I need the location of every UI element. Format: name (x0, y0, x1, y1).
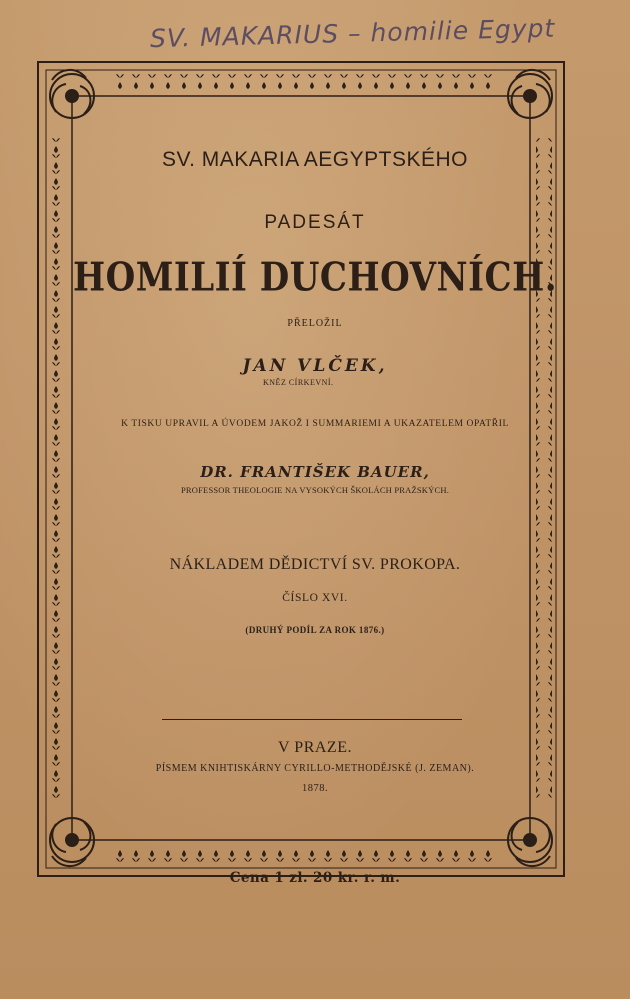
publisher-line: NÁKLADEM DĚDICTVÍ SV. PROKOPA. (169, 556, 461, 573)
editor-role: PROFESSOR THEOLOGIE NA VYSOKÝCH ŠKOLÁCH PRAŽSKÝCH. (180, 485, 450, 495)
author-line: SV. MAKARIA AEGYPTSKÉHO (161, 148, 468, 171)
divider-rule (162, 719, 462, 720)
part-note: (DRUHÝ PODÍL ZA ROK 1876.) (245, 625, 385, 635)
year-line: 1878. (301, 783, 329, 794)
translator-role: KNĚZ CÍRKEVNÍ. (263, 378, 334, 387)
editor-name: DR. FRANTIŠEK BAUER, (200, 463, 430, 481)
price-line: Cena 1 zl. 20 kr. r. m. (229, 870, 401, 886)
subtitle-line: PADESÁT (264, 212, 366, 233)
main-title: HOMILIÍ DUCHOVNÍCH. (72, 255, 558, 301)
translated-by-label: PŘELOŽIL (287, 318, 343, 329)
issue-number: ČÍSLO XVI. (282, 592, 348, 604)
handwritten-note: SV. MAKARIUS – homilie Egypt (149, 13, 556, 54)
edited-by-line: K TISKU UPRAVIL A ÚVODEM JAKOŽ I SUMMARIEMI A UKAZATELEM OPATŘIL (121, 419, 509, 429)
translator-name: JAN VLČEK, (242, 356, 388, 376)
printer-line: PÍSMEM KNIHTISKÁRNY CYRILLO-METHODĚJSKÉ (J. ZEMAN). (155, 763, 475, 774)
city-line: V PRAZE. (278, 739, 352, 756)
